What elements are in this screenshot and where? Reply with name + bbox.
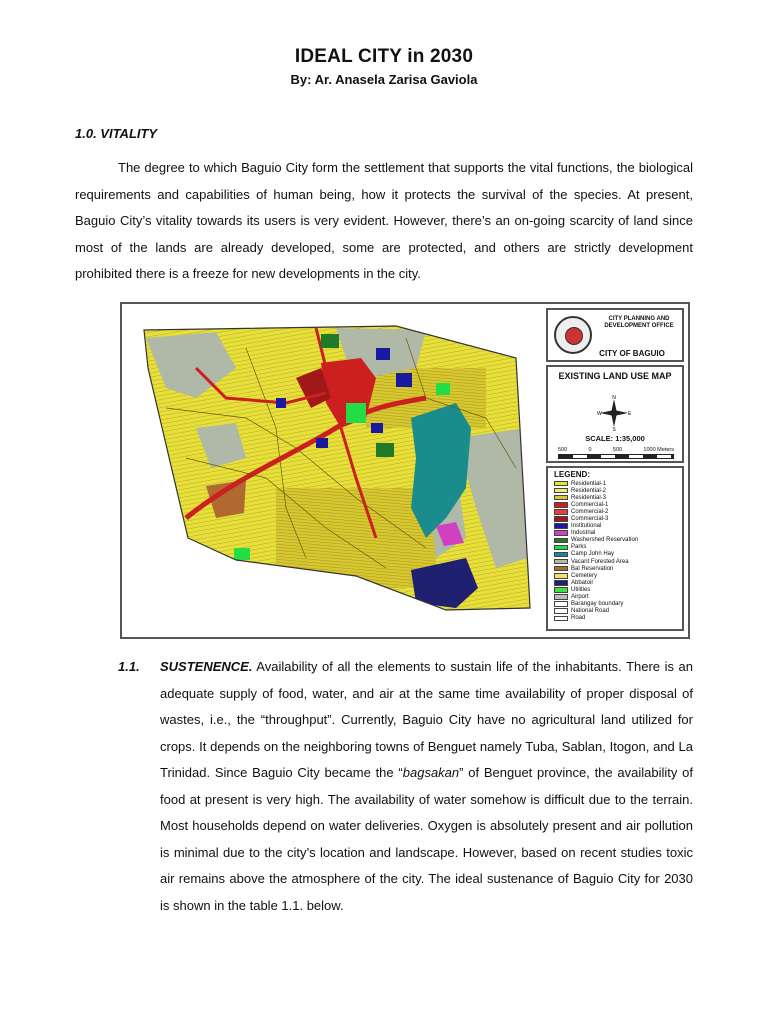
legend-row: [554, 551, 638, 558]
legend-row: [554, 501, 638, 508]
legend-label: Commercial-2: [571, 508, 609, 515]
legend-swatch: [554, 594, 568, 600]
map-title: EXISTING LAND USE MAP: [558, 371, 672, 381]
parks-area: [436, 383, 450, 395]
legend-row: [554, 601, 638, 608]
legend-label: Residential-2: [571, 487, 607, 494]
legend-label: Utilities: [571, 586, 591, 593]
city-name: CITY OF BAGUIO: [599, 349, 665, 358]
legend-label: Camp John Hay: [571, 551, 615, 558]
watershed-area: [321, 334, 339, 348]
scale-bar: [558, 447, 674, 459]
institutional-area: [371, 423, 383, 433]
subsection-italic-term: bagsakan: [402, 765, 460, 780]
legend-swatch: [554, 552, 568, 558]
parks-area: [346, 403, 366, 423]
land-use-map-figure: [120, 302, 690, 639]
legend-swatch: [554, 481, 568, 487]
watershed-area: [376, 443, 394, 457]
legend-swatch: [554, 580, 568, 586]
paragraph-sustenence: [160, 654, 693, 919]
legend-swatch: [554, 608, 568, 614]
legend-label: Residential-1: [571, 480, 607, 487]
legend-row: [554, 565, 638, 572]
legend-swatch: [554, 559, 568, 565]
legend-swatch: [554, 538, 568, 544]
legend-label: National Road: [571, 608, 610, 615]
legend-swatch: [554, 566, 568, 572]
map-scale: SCALE: 1:35,000: [585, 434, 645, 443]
compass-e: E: [628, 411, 632, 417]
legend-row: [554, 537, 638, 544]
subsection-text-b: ” of Benguet province, the availability of food at present is very high. The availability of water somehow is difficult due to the terrain. Most households depend on water deliveries. Oxygen is absolutely present and air pollution is minimal due to the city’s location and landscape. However, based on recent studies toxic air remains above the atmosphere of the city. The ideal sustenance of Baguio City for 2030 is shown in the table 1.1. below.: [160, 765, 693, 913]
office-name: CITY PLANNING AND DEVELOPMENT OFFICE: [604, 316, 674, 329]
legend-row: [554, 558, 638, 565]
legend-row: [554, 515, 638, 522]
legend-swatch: [554, 495, 568, 501]
legend-label: Barangay boundary: [571, 601, 624, 608]
legend-label: Commercial-1: [571, 501, 609, 508]
legend-row: [554, 572, 638, 579]
legend-list: [554, 480, 638, 622]
legend-swatch: [554, 530, 568, 536]
legend-row: [554, 586, 638, 593]
legend-label: Bal Reservation: [571, 565, 614, 572]
legend-row: [554, 530, 638, 537]
legend-label: Industrial: [571, 530, 596, 537]
legend-row: [554, 544, 638, 551]
section-heading: 1.0. VITALITY: [75, 126, 158, 141]
legend-swatch: [554, 523, 568, 529]
map-info-panel: [546, 365, 684, 463]
compass-rose-icon: [596, 395, 632, 431]
legend-label: Commercial-3: [571, 516, 609, 523]
legend-label: Parks: [571, 544, 587, 551]
land-use-map: [126, 308, 544, 633]
legend-title: LEGEND:: [554, 470, 590, 479]
scale-tick: 500: [558, 447, 568, 453]
institutional-area: [396, 373, 412, 387]
legend-swatch: [554, 502, 568, 508]
compass-n: N: [612, 395, 616, 401]
legend-label: Residential-3: [571, 494, 607, 501]
document-byline: By: Ar. Anasela Zarisa Gaviola: [290, 72, 478, 87]
subsection-keyword: SUSTENENCE.: [160, 659, 253, 674]
legend-row: [554, 523, 638, 530]
legend-label: Institutional: [571, 523, 602, 530]
scale-tick: 0: [588, 447, 592, 453]
compass-s: S: [612, 427, 616, 431]
scale-tick: 1000 Meters: [643, 447, 674, 453]
legend-swatch: [554, 573, 568, 579]
paragraph-vitality: The degree to which Baguio City form the settlement that supports the vital functions, the biological requirements and capabilities of human being, how it protects the survival of the species. At present, Baguio City’s vitality towards its users is very evident. However, there’s an on-going scarcity of land since most of the lands are already developed, some are protected, and others are strictly development prohibited there is a freeze for new developments in the city.: [75, 160, 693, 281]
legend-row: [554, 579, 638, 586]
institutional-area: [376, 348, 390, 360]
institutional-area: [316, 438, 328, 448]
parks-area: [234, 548, 250, 560]
legend-label: Road: [571, 615, 586, 622]
compass-w: W: [597, 411, 602, 417]
legend-swatch: [554, 488, 568, 494]
legend-swatch: [554, 587, 568, 593]
legend-swatch: [554, 616, 568, 622]
legend-row: [554, 494, 638, 501]
legend-row: [554, 615, 638, 622]
legend-label: Cemetery: [571, 572, 598, 579]
legend-swatch: [554, 545, 568, 551]
scale-tick: 500: [612, 447, 623, 453]
legend-label: Abbatoir: [571, 579, 594, 586]
legend-swatch: [554, 509, 568, 515]
subsection-text-a: Availability of all the elements to sustain life of the inhabitants. There is an adequate supply of food, water, and air at the same time availability of proper disposal of wastes, i.e., the “throughput”. Currently, Baguio City have no agricultural land utilized for crops. It depends on the neighboring towns of Benguet namely Tuba, Sablan, Itogon, and La Trinidad. Since Baguio City became the “: [160, 659, 693, 780]
office-panel: [546, 308, 684, 362]
map-legend: [546, 466, 684, 631]
legend-label: Washershed Reservation: [571, 537, 639, 544]
legend-row: [554, 480, 638, 487]
legend-label: Vacant Forested Area: [571, 558, 629, 565]
legend-row: [554, 594, 638, 601]
legend-swatch: [554, 516, 568, 522]
legend-row: [554, 508, 638, 515]
institutional-area: [276, 398, 286, 408]
legend-swatch: [554, 601, 568, 607]
legend-label: Airport: [571, 594, 589, 601]
subsection-number: 1.1.: [118, 659, 140, 674]
document-title: IDEAL CITY in 2030: [294, 46, 474, 67]
legend-row: [554, 608, 638, 615]
legend-row: [554, 487, 638, 494]
